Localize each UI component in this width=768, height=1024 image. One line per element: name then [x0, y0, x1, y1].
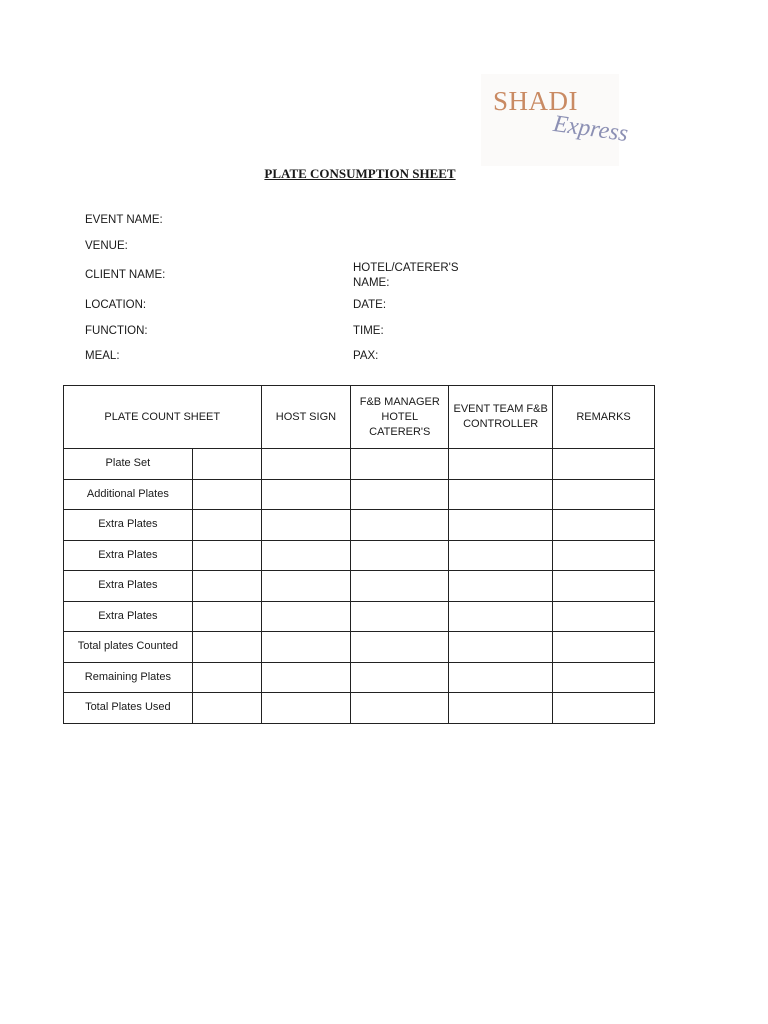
- event-team-cell: [449, 693, 553, 724]
- time-label: TIME:: [353, 325, 384, 337]
- function-label: FUNCTION:: [85, 325, 148, 337]
- header-event-team: [449, 386, 553, 449]
- count-cell: [192, 540, 261, 571]
- pax-label: PAX:: [353, 350, 379, 362]
- event-team-cell: [449, 510, 553, 541]
- remarks-cell: [553, 449, 655, 480]
- remarks-cell: [553, 571, 655, 602]
- header-fb-manager-line2: HOTEL CATERER'S: [369, 410, 431, 438]
- event-team-cell: [449, 601, 553, 632]
- logo-brand-text: SHADI: [493, 86, 579, 116]
- table-row: [64, 601, 655, 632]
- remarks-cell: [553, 662, 655, 693]
- table-row: [64, 449, 655, 480]
- event-team-cell: [449, 571, 553, 602]
- row-label: Total Plates Used: [64, 693, 193, 724]
- event-team-cell: [449, 479, 553, 510]
- header-host-sign: HOST SIGN: [261, 386, 351, 449]
- fb-manager-cell: [351, 662, 449, 693]
- header-fb-manager: [351, 386, 449, 449]
- host-sign-cell: [261, 601, 351, 632]
- fb-manager-cell: [351, 449, 449, 480]
- host-sign-cell: [261, 632, 351, 663]
- count-cell: [192, 632, 261, 663]
- event-team-cell: [449, 449, 553, 480]
- host-sign-cell: [261, 510, 351, 541]
- host-sign-cell: [261, 693, 351, 724]
- host-sign-cell: [261, 479, 351, 510]
- meal-label: MEAL:: [85, 350, 120, 362]
- hotel-caterer-name-line1: HOTEL/CATERER'S: [353, 262, 459, 274]
- table-row: [64, 632, 655, 663]
- header-event-team-line1: EVENT TEAM F&B: [453, 403, 548, 415]
- logo-sub-text: Express: [551, 110, 630, 148]
- row-label: Extra Plates: [64, 571, 193, 602]
- event-team-cell: [449, 632, 553, 663]
- host-sign-cell: [261, 662, 351, 693]
- date-label: DATE:: [353, 299, 387, 311]
- host-sign-cell: [261, 540, 351, 571]
- header-plate-count-sheet: PLATE COUNT SHEET: [64, 386, 262, 449]
- event-team-cell: [449, 662, 553, 693]
- row-label: Extra Plates: [64, 510, 193, 541]
- table-row: [64, 571, 655, 602]
- page-title: PLATE CONSUMPTION SHEET: [264, 166, 456, 181]
- host-sign-cell: [261, 571, 351, 602]
- event-team-cell: [449, 540, 553, 571]
- location-label: LOCATION:: [85, 299, 147, 311]
- remarks-cell: [553, 632, 655, 663]
- count-cell: [192, 479, 261, 510]
- table-row: [64, 693, 655, 724]
- event-name-label: EVENT NAME:: [85, 214, 163, 226]
- remarks-cell: [553, 479, 655, 510]
- row-label: Extra Plates: [64, 601, 193, 632]
- table-row: [64, 510, 655, 541]
- client-name-label: CLIENT NAME:: [85, 269, 166, 281]
- header-event-team-line2: CONTROLLER: [463, 418, 539, 430]
- fb-manager-cell: [351, 571, 449, 602]
- row-label: Total plates Counted: [64, 632, 193, 663]
- header-remarks: REMARKS: [553, 386, 655, 449]
- row-label: Remaining Plates: [64, 662, 193, 693]
- fb-manager-cell: [351, 510, 449, 541]
- remarks-cell: [553, 601, 655, 632]
- row-label: Plate Set: [64, 449, 193, 480]
- brand-logo: [481, 74, 630, 166]
- row-label: Extra Plates: [64, 540, 193, 571]
- hotel-caterer-name-line2: NAME:: [353, 277, 390, 289]
- table-row: [64, 662, 655, 693]
- table-header-row: [64, 386, 655, 449]
- fb-manager-cell: [351, 540, 449, 571]
- count-cell: [192, 571, 261, 602]
- fb-manager-cell: [351, 479, 449, 510]
- count-cell: [192, 601, 261, 632]
- count-cell: [192, 693, 261, 724]
- remarks-cell: [553, 540, 655, 571]
- fb-manager-cell: [351, 632, 449, 663]
- count-cell: [192, 510, 261, 541]
- hotel-caterer-name-label: [353, 261, 459, 291]
- venue-label: VENUE:: [85, 240, 128, 252]
- count-cell: [192, 449, 261, 480]
- fb-manager-cell: [351, 693, 449, 724]
- header-fb-manager-line1: F&B MANAGER: [359, 395, 440, 408]
- count-cell: [192, 662, 261, 693]
- host-sign-cell: [261, 449, 351, 480]
- table-row: [64, 479, 655, 510]
- plate-count-table: [63, 385, 655, 724]
- remarks-cell: [553, 693, 655, 724]
- remarks-cell: [553, 510, 655, 541]
- fb-manager-cell: [351, 601, 449, 632]
- table-row: [64, 540, 655, 571]
- row-label: Additional Plates: [64, 479, 193, 510]
